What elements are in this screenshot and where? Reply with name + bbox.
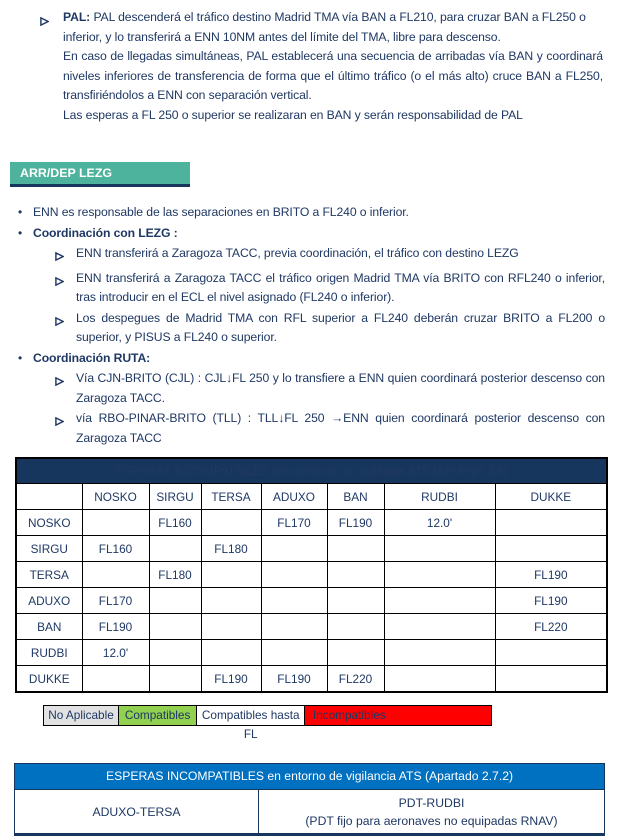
arrow-bullet-icon: [40, 13, 49, 33]
bullet-item: ENN transferirá a Zaragoza TACC el tráfico origen Madrid TMA vía BRITO con RFL240 o inferior, tras introducir en el ECL el nivel asignado (FL240 o inferior).: [18, 269, 605, 308]
matrix-row: [16, 666, 607, 693]
pal-para-3: Las esperas a FL 250 o superior se realizaran en BAN y serán responsabilidad de PAL: [63, 107, 523, 122]
legend-item: Compatibles: [118, 705, 198, 726]
matrix-col-header: BAN: [327, 484, 384, 510]
matrix-cell: [327, 536, 384, 562]
matrix-cell: FL220: [327, 666, 384, 693]
matrix-row: [16, 510, 607, 536]
matrix-cell: [82, 666, 149, 693]
matrix-cell: [327, 640, 384, 666]
matrix-cell: [327, 588, 384, 614]
matrix-cell: [149, 640, 201, 666]
matrix-legend: [43, 705, 492, 741]
pdt-rudbi-line: PDT-RUDBI: [398, 795, 465, 810]
matrix-cell: [149, 614, 201, 640]
matrix-cell: [261, 640, 327, 666]
matrix-cell: FL190: [261, 666, 327, 693]
matrix-cell: FL190: [327, 510, 384, 536]
matrix-cell: FL190: [82, 614, 149, 640]
matrix-cell: FL220: [495, 614, 607, 640]
matrix-column-header-row: [16, 484, 607, 510]
section-header-arr-dep-lezg: ARR/DEP LEZG: [10, 162, 190, 187]
matrix-col-header: RUDBI: [384, 484, 495, 510]
arrow-bullet-icon: [55, 369, 76, 393]
bullet-item: • ENN es responsable de las separaciones en BRITO a FL240 o inferior.: [18, 203, 605, 223]
matrix-row: [16, 536, 607, 562]
matrix-cell: [149, 588, 201, 614]
matrix-cell: [261, 536, 327, 562]
legend-item: Incompatibles: [304, 705, 492, 726]
matrix-cell: [261, 562, 327, 588]
matrix-cell: [495, 536, 607, 562]
legend-item: No Aplicable: [43, 705, 119, 726]
matrix-cell: FL170: [261, 510, 327, 536]
matrix-row-label: SIRGU: [16, 536, 82, 562]
matrix-title: ESPERAS INCOMPATIBLES sin sistemas de vigilancia ATS (AIP ENR 3.6): [16, 458, 607, 484]
matrix-cell: FL180: [201, 536, 261, 562]
matrix-cell: [384, 640, 495, 666]
matrix-cell: [384, 588, 495, 614]
bullet-item: • Coordinación RUTA:: [18, 349, 605, 369]
dot-bullet-icon: •: [18, 205, 23, 219]
arrow-bullet-icon: [55, 409, 76, 433]
matrix-cell: [495, 510, 607, 536]
matrix-cell: [201, 562, 261, 588]
matrix-col-header: NOSKO: [82, 484, 149, 510]
bullet-item: vía RBO-PINAR-BRITO (TLL) : TLL↓FL 250 →ENN quien coordinará posterior descenso con Zaragoza TACC: [18, 409, 605, 448]
matrix-cell: [384, 562, 495, 588]
matrix-row: [16, 614, 607, 640]
surveillance-cell-pdt-rudbi: [259, 790, 604, 833]
arrow-bullet-icon: [55, 269, 76, 293]
matrix-cell: [327, 614, 384, 640]
arrow-bullet-icon: [55, 309, 76, 333]
arrow-bullet-icon: [55, 244, 76, 268]
matrix-cell: [495, 640, 607, 666]
dot-bullet-icon: •: [18, 225, 23, 240]
matrix-cell: [495, 666, 607, 693]
esperas-matrix-table: [15, 457, 608, 693]
matrix-cell: FL190: [495, 562, 607, 588]
matrix-col-header: SIRGU: [149, 484, 201, 510]
matrix-row: [16, 562, 607, 588]
matrix-cell: [149, 666, 201, 693]
bullet-item: ENN transferirá a Zaragoza TACC, previa coordinación, el tráfico con destino LEZG: [18, 244, 605, 268]
pal-paragraph: [40, 8, 605, 125]
matrix-cell: [384, 536, 495, 562]
matrix-cell: [201, 614, 261, 640]
pal-para-2: En caso de llegadas simultáneas, PAL establecerá una secuencia de arribadas vía BAN y coordinará niveles inferiores de transferencia de forma que el último tráfico (o el más alto) cruce BAN a FL250, transfiriéndolos a ENN con separación vertical.: [63, 49, 603, 102]
esperas-matrix: [15, 457, 608, 693]
matrix-corner-cell: [16, 484, 82, 510]
pal-para-1: PAL: PAL descenderá el tráfico destino Madrid TMA vía BAN a FL210, para cruzar BAN a FL250 o inferior, y lo transferirá a ENN 10NM antes del límite del TMA, libre para descenso.: [63, 10, 586, 44]
matrix-cell: [82, 562, 149, 588]
matrix-cell: [384, 666, 495, 693]
matrix-row-label: NOSKO: [16, 510, 82, 536]
matrix-cell: FL160: [82, 536, 149, 562]
matrix-row-label: DUKKE: [16, 666, 82, 693]
surveillance-cell-aduxo-tersa: ADUXO-TERSA: [15, 790, 259, 833]
matrix-cell: [261, 588, 327, 614]
matrix-cell: [201, 640, 261, 666]
matrix-cell: [149, 536, 201, 562]
matrix-row-label: TERSA: [16, 562, 82, 588]
matrix-cell: FL180: [149, 562, 201, 588]
matrix-cell: [201, 510, 261, 536]
bullet-item: Vía CJN-BRITO (CJL) : CJL↓FL 250 y lo transfiere a ENN quien coordinará posterior descenso con Zaragoza TACC.: [18, 369, 605, 408]
matrix-cell: [82, 510, 149, 536]
matrix-row-label: BAN: [16, 614, 82, 640]
matrix-cell: [261, 614, 327, 640]
surveillance-table-row: [15, 790, 604, 833]
dot-bullet-icon: •: [18, 350, 23, 365]
matrix-cell: [327, 562, 384, 588]
bullet-item: • Coordinación con LEZG :: [18, 224, 605, 244]
bullet-list: [18, 203, 605, 449]
matrix-cell: FL170: [82, 588, 149, 614]
pdt-rudbi-note: (PDT fijo para aeronaves no equipadas RNAV): [305, 813, 558, 828]
matrix-row-label: ADUXO: [16, 588, 82, 614]
matrix-row-label: RUDBI: [16, 640, 82, 666]
matrix-cell: 12.0': [384, 510, 495, 536]
bullet-item: Los despegues de Madrid TMA con RFL superior a FL240 deberán cruzar BRITO a FL200 o superior, y PISUS a FL240 o superior.: [18, 309, 605, 348]
matrix-row: [16, 588, 607, 614]
matrix-col-header: ADUXO: [261, 484, 327, 510]
legend-item: Compatibles hasta FL: [196, 705, 305, 726]
matrix-col-header: TERSA: [201, 484, 261, 510]
matrix-cell: [384, 614, 495, 640]
matrix-cell: FL190: [495, 588, 607, 614]
matrix-cell: [201, 588, 261, 614]
matrix-col-header: DUKKE: [495, 484, 607, 510]
matrix-cell: 12.0': [82, 640, 149, 666]
matrix-row: [16, 640, 607, 666]
matrix-cell: FL160: [149, 510, 201, 536]
surveillance-table-title: ESPERAS INCOMPATIBLES en entorno de vigilancia ATS (Apartado 2.7.2): [15, 764, 604, 790]
pal-lead: PAL:: [63, 10, 91, 24]
matrix-cell: FL190: [201, 666, 261, 693]
surveillance-table: [14, 763, 605, 836]
